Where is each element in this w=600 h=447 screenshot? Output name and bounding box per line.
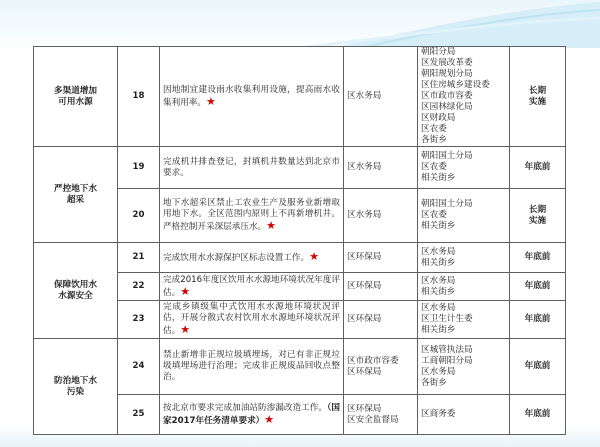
cooperating-departments bbox=[418, 273, 510, 301]
lead-department: 区水务局 bbox=[344, 189, 418, 243]
lead-department: 区环保局 bbox=[344, 301, 418, 339]
star-icon: ★ bbox=[266, 219, 277, 232]
task-content bbox=[160, 395, 344, 435]
lead-department: 区市政市容委 区环保局 bbox=[344, 339, 418, 395]
cooperating-department: 相关街乡 bbox=[421, 286, 456, 297]
deadline: 长期 实施 bbox=[510, 189, 566, 243]
cooperating-departments bbox=[418, 395, 510, 435]
task-content bbox=[160, 339, 344, 395]
cooperating-department: 区商务委 bbox=[421, 409, 456, 419]
lead-department: 区环保局 区安全监督局 bbox=[344, 395, 418, 435]
header-swoosh bbox=[0, 0, 600, 48]
row-number: 23 bbox=[118, 301, 160, 339]
cooperating-departments bbox=[418, 189, 510, 243]
deadline: 年底前 bbox=[510, 339, 566, 395]
task-content-text: 按北京市要求完成加油站防渗漏改造工作。 bbox=[163, 402, 328, 413]
lead-department: 区水务局 bbox=[344, 47, 418, 147]
cooperating-department: 区水务局 bbox=[421, 275, 456, 286]
category-cell: 保障饮用水 水源安全 bbox=[34, 243, 118, 339]
lead-department: 区水务局 bbox=[344, 147, 418, 189]
task-content-text: 禁止新增非正规垃圾填埋场，对已有非正规垃圾填埋场进行治理；完成非正规废品回收点整治。 bbox=[163, 350, 340, 382]
cooperating-department: 区发展改革委 bbox=[421, 58, 473, 68]
deadline: 长期 实施 bbox=[510, 47, 566, 147]
cooperating-departments bbox=[418, 147, 510, 189]
deadline: 年底前 bbox=[510, 301, 566, 339]
table-row bbox=[34, 243, 566, 273]
task-content-text: 因地制宜建设雨水收集利用设施，提高雨水收集利用率。 bbox=[163, 84, 340, 108]
task-content-text: 完成2016年度区饮用水水源地环境状况年度评估。 bbox=[163, 274, 340, 298]
cooperating-department: 区卫生计生委 bbox=[421, 314, 473, 324]
deadline: 年底前 bbox=[510, 243, 566, 273]
row-number: 18 bbox=[118, 47, 160, 147]
deadline: 年底前 bbox=[510, 147, 566, 189]
star-icon: ★ bbox=[180, 323, 191, 336]
cooperating-departments bbox=[418, 243, 510, 273]
star-icon: ★ bbox=[309, 250, 319, 263]
star-icon: ★ bbox=[180, 284, 191, 298]
deadline: 年底前 bbox=[510, 395, 566, 435]
task-emphasis-note: （国家2017年任务清单要求） bbox=[163, 402, 340, 426]
category-cell: 防治地下水 污染 bbox=[34, 339, 118, 435]
cooperating-department: 各街乡 bbox=[421, 377, 447, 388]
lead-department: 区环保局 bbox=[344, 273, 418, 301]
row-number: 25 bbox=[118, 395, 160, 435]
cooperating-department: 区水务局 bbox=[421, 246, 456, 257]
cooperating-department: 各街乡 bbox=[421, 135, 447, 145]
task-content bbox=[160, 147, 344, 189]
cooperating-departments bbox=[418, 301, 510, 339]
lead-department: 区环保局 bbox=[344, 243, 418, 273]
cooperating-department: 区城管执法局 bbox=[421, 344, 473, 355]
cooperating-department: 区农委 bbox=[421, 210, 447, 220]
cooperating-department: 区水务局 bbox=[421, 303, 456, 313]
star-icon: ★ bbox=[205, 94, 216, 108]
task-content bbox=[160, 301, 344, 339]
task-content bbox=[160, 47, 344, 147]
cooperating-department: 区园林绿化局 bbox=[421, 102, 473, 112]
task-content bbox=[160, 273, 344, 301]
row-number: 20 bbox=[118, 189, 160, 243]
row-number: 24 bbox=[118, 339, 160, 395]
cooperating-department: 相关街乡 bbox=[421, 325, 456, 335]
cooperating-department: 朝阳国土分局 bbox=[421, 199, 473, 209]
cooperating-department: 工商朝阳分局 bbox=[421, 355, 473, 366]
row-number: 21 bbox=[118, 243, 160, 273]
cooperating-department: 区农委 bbox=[421, 124, 447, 134]
deadline: 年底前 bbox=[510, 273, 566, 301]
row-number: 22 bbox=[118, 273, 160, 301]
cooperating-department: 朝阳分局 bbox=[421, 47, 456, 57]
task-content-text: 完成饮用水水源保护区标志设置工作。 bbox=[163, 253, 310, 263]
cooperating-department: 相关街乡 bbox=[421, 221, 456, 231]
cooperating-department: 区市政市容委 bbox=[421, 91, 473, 101]
table-row bbox=[34, 47, 566, 147]
cooperating-department: 朝阳规划分局 bbox=[421, 69, 473, 79]
cooperating-department: 区住房城乡建设委 bbox=[421, 80, 490, 90]
task-content bbox=[160, 189, 344, 243]
category-cell: 多渠道增加 可用水源 bbox=[34, 47, 118, 147]
table-row bbox=[34, 147, 566, 189]
cooperating-departments bbox=[418, 47, 510, 147]
cooperating-department: 相关街乡 bbox=[421, 173, 456, 183]
row-number: 19 bbox=[118, 147, 160, 189]
task-table bbox=[33, 46, 566, 435]
task-content-text: 地下水超采区禁止工农业生产及服务业新增取用地下水。全区范围内原则上不再新增机井。严格控制开采深层承压水。 bbox=[163, 198, 340, 232]
star-icon: ★ bbox=[264, 412, 275, 426]
cooperating-departments bbox=[418, 339, 510, 395]
cooperating-department: 区财政局 bbox=[421, 113, 456, 123]
cooperating-department: 区水务局 bbox=[421, 366, 456, 377]
cooperating-department: 朝阳国土分局 bbox=[421, 151, 473, 161]
task-content-text: 完成乡镇级集中式饮用水水源地环境状况评估，开展分散式农村饮用水水源地环境状况评估。 bbox=[163, 302, 340, 336]
task-content-text: 完成机井排查登记，封填机井数量达到北京市要求。 bbox=[163, 156, 340, 178]
category-cell: 严控地下水 超采 bbox=[34, 147, 118, 243]
cooperating-department: 相关街乡 bbox=[421, 257, 456, 268]
cooperating-department: 区农委 bbox=[421, 162, 447, 172]
task-content bbox=[160, 243, 344, 273]
table-row bbox=[34, 339, 566, 395]
